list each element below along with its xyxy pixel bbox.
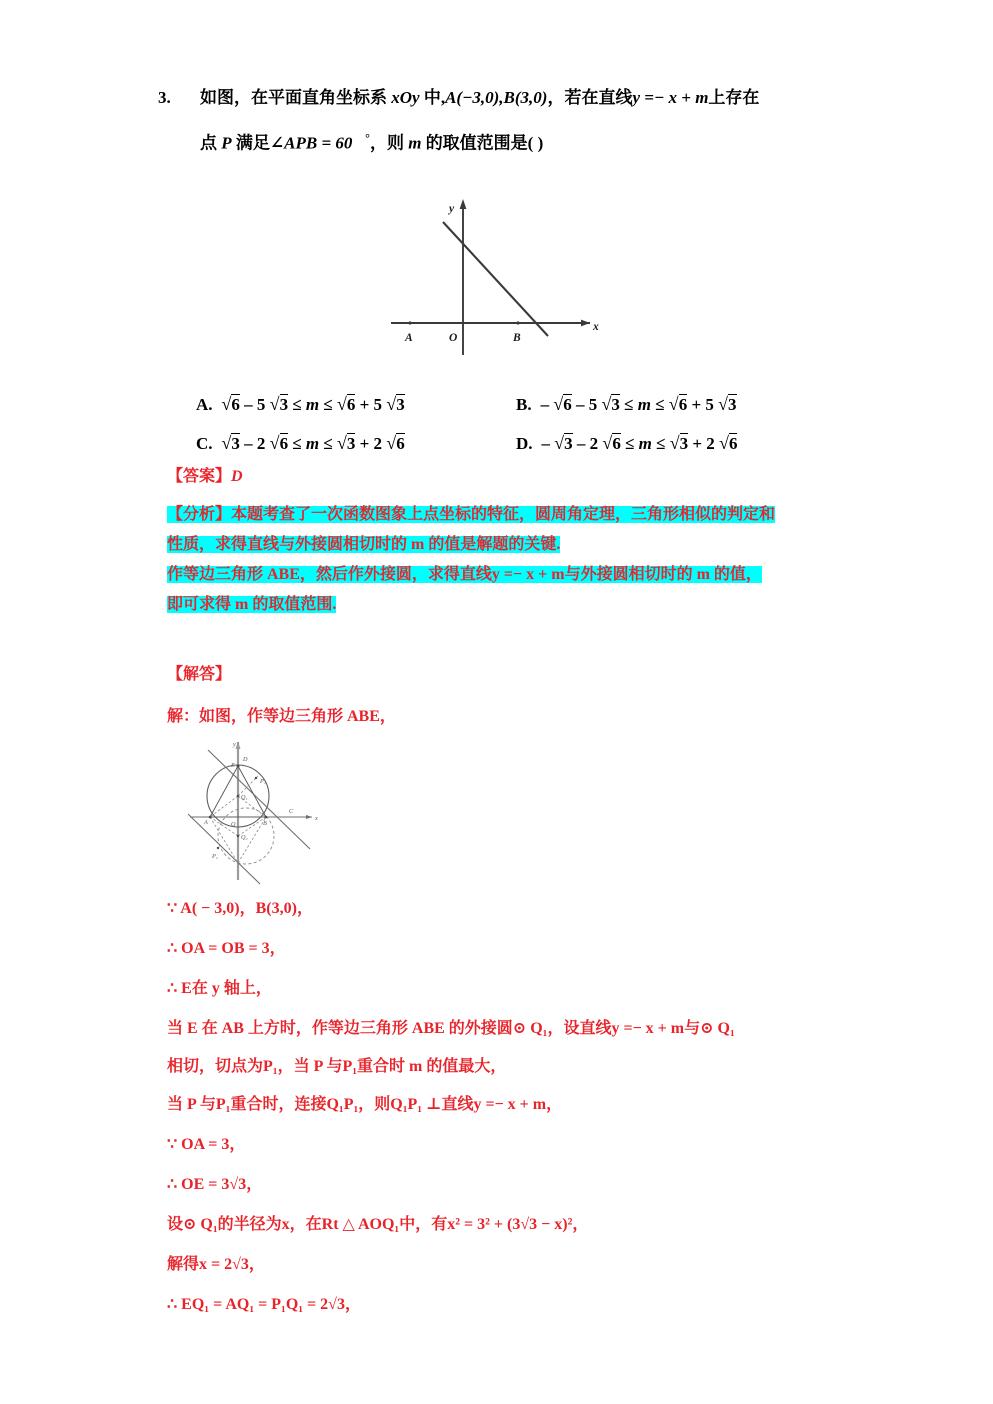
option-A[interactable]: [196, 385, 516, 424]
option-A-label: A.: [196, 395, 213, 414]
question-point-p: P: [221, 133, 232, 153]
label-O: O: [231, 821, 236, 828]
option-A-expr: √6 – 5 √3 ≤ m ≤ √6 + 5 √3: [221, 394, 405, 414]
solution-step-8: ∴ OE = 3√3，: [167, 1176, 263, 1193]
solution-steps: [167, 898, 887, 1334]
option-C[interactable]: [196, 424, 516, 463]
solution-step-3: ∴ E在 y 轴上，: [167, 980, 272, 997]
analysis-block: [167, 504, 867, 624]
label-D: D: [243, 756, 248, 763]
label-B: B: [513, 332, 521, 344]
label-y: y: [449, 203, 455, 215]
question-text-part-pre: 如图，在平面直角坐标系: [200, 88, 392, 107]
question-number: 3.: [158, 88, 171, 107]
question-text-part-tail: 上存在: [708, 88, 760, 107]
label-E: E: [231, 762, 235, 769]
label-B: B: [263, 820, 267, 827]
point-b-dot: [265, 816, 268, 819]
x-axis-arrow: [581, 320, 590, 327]
option-B-label: B.: [516, 395, 532, 414]
question-line-1: [158, 78, 848, 118]
answer-options: [196, 385, 836, 463]
solution-step-6: 当 P 与P₁重合时，连接Q₁P₁，则Q₁P₁ ⊥直线y =− x + m，: [167, 1096, 563, 1113]
label-C: C: [289, 808, 294, 815]
y-axis-arrow: [460, 199, 467, 209]
function-line: [443, 222, 548, 336]
degree-icon: °: [365, 131, 370, 145]
label-P1: P₁: [260, 778, 266, 785]
question-line2-post: ，则: [369, 133, 409, 153]
point-e-dot: [237, 765, 240, 768]
solution-step-4: 当 E 在 AB 上方时，作等边三角形 ABE 的外接圆⊙ Q₁，设直线y =− x + m与⊙ Q₁: [167, 1020, 735, 1037]
point-a-dot: [209, 816, 212, 819]
analysis-line-4: [167, 594, 867, 616]
option-B-expr: – √6 – 5 √3 ≤ m ≤ √6 + 5 √3: [540, 394, 737, 414]
option-C-label: C.: [196, 434, 213, 453]
question-variable-m: m: [408, 133, 422, 153]
point-q1-dot: [237, 795, 239, 797]
label-y: y: [233, 741, 236, 748]
point-a-dot: [408, 321, 411, 324]
x-axis-arrow: [306, 815, 312, 819]
option-row-1: [196, 385, 836, 424]
point-p1-dot: [255, 777, 257, 779]
analysis-line-3-text: 作等边三角形 ABE，然后作外接圆，求得直线y =− x + m与外接圆相切时的 m 的值，: [167, 566, 762, 583]
solution-tag: 【解答】: [167, 666, 232, 683]
solution-circle-svg: [188, 736, 373, 886]
option-D-expr: – √3 – 2 √6 ≤ m ≤ √3 + 2 √6: [541, 433, 738, 453]
analysis-line-1-text: 【分析】本题考查了一次函数图象上点坐标的特征，圆周角定理，三角形相似的判定和: [167, 506, 776, 523]
solution-figure: [188, 736, 373, 886]
label-A: A: [405, 332, 413, 344]
label-Q1: Q₁: [241, 794, 248, 801]
label-O: O: [449, 332, 458, 344]
solution-step-1: ∵ A( − 3,0)，B(3,0)，: [167, 900, 313, 917]
option-row-2: [196, 424, 836, 463]
point-p2-dot: [217, 847, 219, 849]
question-line-equation: y =− x + m: [632, 88, 709, 107]
question-angle-value: = 60: [317, 133, 353, 153]
question-point-a: A(−3,0),: [445, 88, 504, 107]
question-text-2: [200, 118, 848, 164]
option-C-expr: √3 – 2 √6 ≤ m ≤ √3 + 2 √6: [221, 433, 405, 453]
solution-step-10: 解得x = 2√3，: [167, 1256, 265, 1273]
label-P2: P₂: [212, 853, 218, 860]
option-D-label: D.: [516, 434, 533, 453]
solution-step-2: ∴ OA = OB = 3，: [167, 940, 286, 957]
label-x: x: [315, 815, 318, 822]
label-x: x: [593, 321, 599, 333]
solution-step-11: ∴ EQ₁ = AQ₁ = P₁Q₁ = 2√3，: [167, 1296, 361, 1313]
solution-step-7: ∵ OA = 3，: [167, 1136, 246, 1153]
option-D[interactable]: [516, 424, 836, 463]
degree-sign: [352, 134, 365, 153]
question-angle-apb: APB: [284, 133, 318, 153]
analysis-line-2: [167, 534, 867, 556]
analysis-line-1: [167, 504, 867, 526]
y-axis-arrow: [236, 742, 241, 749]
point-b-dot: [516, 321, 519, 324]
question-text-part-mid: 中,: [419, 88, 446, 107]
coordinate-plane-svg: [385, 190, 615, 355]
point-q2-dot: [237, 835, 239, 837]
question-line-2: [158, 118, 848, 164]
analysis-line-4-text: 即可求得 m 的取值范围.: [167, 596, 337, 613]
question-xoy: xOy: [391, 88, 420, 107]
question-figure: [385, 190, 615, 355]
answer-tag: 【答案】: [167, 468, 232, 485]
question-text-part-post: ，若在直线: [547, 88, 633, 107]
question-text-1: [200, 78, 848, 118]
analysis-line-2-text: 性质，求得直线与外接圆相切时的 m 的值是解题的关键.: [167, 536, 561, 553]
answer-block: [167, 466, 867, 488]
question-line2-mid: 满足∠: [231, 133, 285, 153]
question-point-b: B(3,0): [503, 88, 548, 107]
answer-line: [167, 466, 867, 488]
solution-step-9: 设⊙ Q₁的半径为x，在Rt △ AOQ₁中，有x² = 3² + (3√3 − x)²，: [167, 1216, 589, 1233]
answer-value: D: [231, 468, 243, 485]
radius-q1-a: [210, 796, 238, 817]
analysis-line-3: [167, 564, 867, 586]
radius-q1-p1: [238, 776, 258, 796]
label-A: A: [204, 819, 208, 826]
tangent-line-upper: [208, 750, 310, 849]
question-line2-pre: 点: [200, 133, 222, 153]
label-Q2: Q₂: [241, 834, 248, 841]
option-B[interactable]: [516, 385, 836, 424]
solution-step-5: 相切，切点为P₁，当 P 与P₁重合时 m 的值最大，: [167, 1058, 507, 1075]
question-line2-tail: 的取值范围是( ): [421, 133, 544, 153]
question-block: [158, 78, 848, 164]
solution-intro: 解：如图，作等边三角形 ABE，: [167, 708, 396, 725]
